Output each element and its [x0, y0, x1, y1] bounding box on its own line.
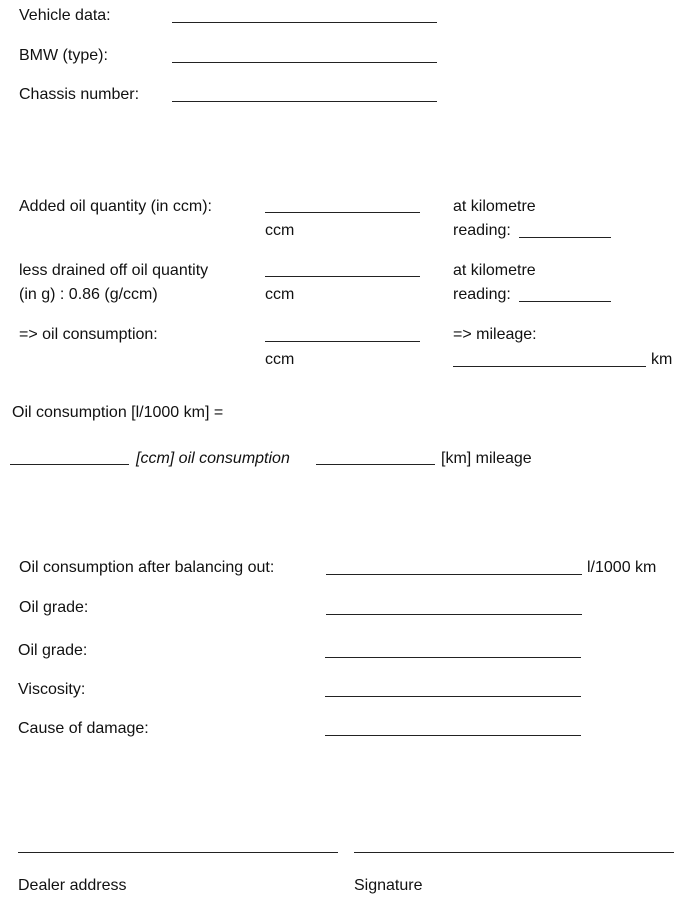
oil-grade-field-2[interactable]: [325, 657, 581, 658]
drained-km-field[interactable]: [519, 301, 611, 302]
chassis-number-label: Chassis number:: [19, 86, 140, 103]
added-oil-field[interactable]: [265, 212, 420, 213]
after-balancing-field[interactable]: [326, 574, 582, 575]
oil-grade-field-1[interactable]: [326, 614, 582, 615]
cause-of-damage-label: Cause of damage:: [18, 720, 149, 737]
drained-km-label-2: reading:: [453, 286, 511, 303]
added-oil-unit: ccm: [265, 222, 295, 239]
viscosity-label: Viscosity:: [18, 681, 86, 698]
after-balancing-label: Oil consumption after balancing out:: [19, 559, 275, 576]
formula-numerator-field[interactable]: [10, 464, 129, 465]
oil-consumption-label: => oil consumption:: [19, 326, 158, 343]
added-km-field[interactable]: [519, 237, 611, 238]
oil-consumption-unit: ccm: [265, 351, 295, 368]
oil-grade-label-1: Oil grade:: [19, 599, 89, 616]
viscosity-field[interactable]: [325, 696, 581, 697]
drained-oil-label-1: less drained off oil quantity: [19, 262, 209, 279]
dealer-address-label: Dealer address: [18, 877, 127, 894]
vehicle-data-field[interactable]: [172, 22, 437, 23]
mileage-field[interactable]: [453, 366, 646, 367]
mileage-unit: km: [651, 351, 673, 368]
added-km-label-2: reading:: [453, 222, 511, 239]
formula-denominator-label: [km] mileage: [441, 450, 532, 467]
signature-field[interactable]: [354, 852, 674, 853]
vehicle-data-label: Vehicle data:: [19, 7, 111, 24]
formula-denominator-field[interactable]: [316, 464, 435, 465]
bmw-type-label: BMW (type):: [19, 47, 108, 64]
formula-heading: Oil consumption [l/1000 km] =: [12, 404, 224, 421]
dealer-address-field[interactable]: [18, 852, 338, 853]
signature-label: Signature: [354, 877, 423, 894]
oil-consumption-field[interactable]: [265, 341, 420, 342]
bmw-type-field[interactable]: [172, 62, 437, 63]
added-km-label-1: at kilometre: [453, 198, 536, 215]
drained-km-label-1: at kilometre: [453, 262, 536, 279]
oil-grade-label-2: Oil grade:: [18, 642, 88, 659]
drained-oil-unit: ccm: [265, 286, 295, 303]
added-oil-label: Added oil quantity (in ccm):: [19, 198, 212, 215]
drained-oil-label-2: (in g) : 0.86 (g/ccm): [19, 286, 158, 303]
after-balancing-unit: l/1000 km: [587, 559, 657, 576]
formula-numerator-label: [ccm] oil consumption: [136, 450, 290, 467]
mileage-label: => mileage:: [453, 326, 537, 343]
drained-oil-field[interactable]: [265, 276, 420, 277]
cause-of-damage-field[interactable]: [325, 735, 581, 736]
chassis-number-field[interactable]: [172, 101, 437, 102]
